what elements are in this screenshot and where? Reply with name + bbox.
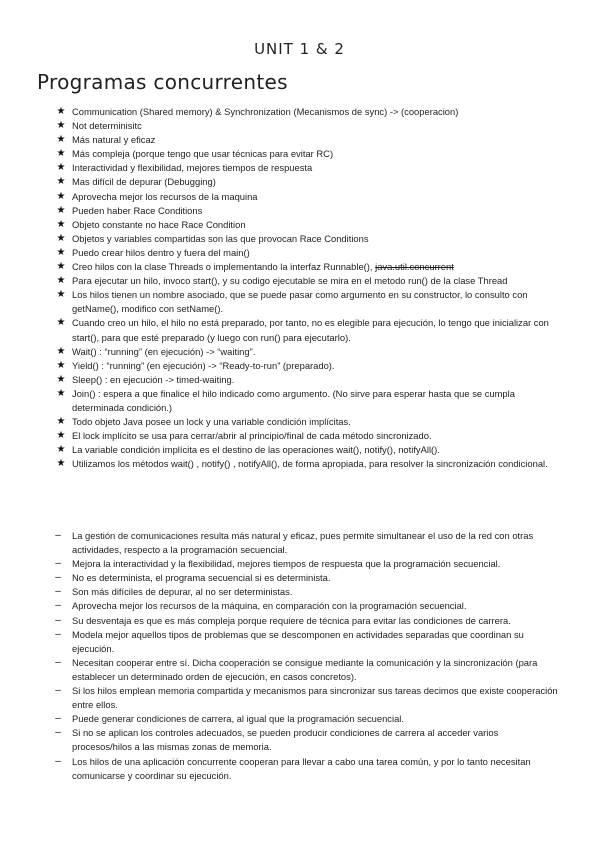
list-item-text: Más natural y eficaz xyxy=(72,134,156,146)
list-item xyxy=(0,599,599,613)
list-item-text: Wait() : “running” (en ejecución) -> “waiting”. xyxy=(72,345,256,357)
list-item-text: Si los hilos emplean memoria compartida y mecanismos para sincronizar sus tareas decimos que existe cooperación entre ellos. xyxy=(72,685,558,711)
list-item xyxy=(0,443,599,457)
star-bullet-icon: ★ xyxy=(56,458,66,470)
star-bullet-icon: ★ xyxy=(56,162,66,174)
star-bullet-icon: ★ xyxy=(56,387,66,399)
list-item-text: Objetos y variables compartidas son las que provocan Race Conditions xyxy=(72,232,369,244)
list-item-text: La gestión de comunicaciones resulta más natural y eficaz, pues permite simultanear el uso de la red con otras actividades, respecto a la programación secuencial. xyxy=(72,530,534,556)
dash-bullet-icon: – xyxy=(55,614,61,626)
list-item xyxy=(0,175,599,189)
list-item xyxy=(0,656,599,684)
dash-bullet-icon: – xyxy=(55,572,61,584)
list-item xyxy=(0,571,599,585)
list-item-text: Aprovecha mejor los recursos de la maquina xyxy=(72,190,258,202)
list-item xyxy=(0,204,599,218)
dash-bullet-icon: – xyxy=(55,530,61,541)
list-item-text: Communication (Shared memory) & Synchronization (Mecanismos de sync) -> (cooperacion) xyxy=(72,106,459,117)
star-bullet-icon: ★ xyxy=(56,148,66,160)
list-item xyxy=(0,429,599,443)
list-item xyxy=(0,359,599,373)
star-bullet-icon: ★ xyxy=(56,218,66,230)
dash-bullet-icon: – xyxy=(55,586,61,598)
dash-bullet-icon: – xyxy=(55,656,61,668)
star-bullet-icon: ★ xyxy=(56,416,66,428)
list-item xyxy=(0,755,599,783)
star-bullet-icon: ★ xyxy=(56,345,66,357)
list-item-text: Cuando creo un hilo, el hilo no está preparado, por tanto, no es elegible para ejecución, lo tengo que inicializar con start(), para que esté preparado (y luego con run() para ejecutarlo). xyxy=(72,317,549,343)
dash-bullet-icon: – xyxy=(55,727,61,739)
list-item-text: Para ejecutar un hilo, invoco start(), y su codigo ejecutable se mira en el metodo run() de la clase Thread xyxy=(72,275,508,287)
dash-bullet-icon: – xyxy=(55,628,61,640)
list-item-text: Puede generar condiciones de carrera, al igual que la programación secuencial. xyxy=(72,713,404,725)
list-item xyxy=(0,105,599,119)
list-item xyxy=(0,614,599,628)
star-bullet-icon: ★ xyxy=(56,444,66,456)
list-item xyxy=(0,232,599,246)
list-item-text: Interactividad y flexibilidad, mejores tiempos de respuesta xyxy=(72,162,313,174)
list-item xyxy=(0,529,599,557)
list-item-text: Mas difícil de depurar (Debugging) xyxy=(72,176,216,188)
star-bullet-icon: ★ xyxy=(56,317,66,329)
list-item-text: Aprovecha mejor los recursos de la máquina, en comparación con la programación secuencial. xyxy=(72,600,467,612)
list-item-text: Los hilos tienen un nombre asociado, que se puede pasar como argumento en su constructor, lo consulto con getName(), modifico con setName(). xyxy=(72,289,528,315)
list-item-text: El lock implícito se usa para cerrar/abrir al principio/final de cada método sincronizado. xyxy=(72,430,432,442)
star-bullet-icon: ★ xyxy=(56,430,66,442)
list-item xyxy=(0,161,599,175)
list-item xyxy=(0,274,599,288)
list-item-text: Sleep() : en ejecución -> timed-waiting. xyxy=(72,373,235,385)
star-bullet-icon: ★ xyxy=(56,232,66,244)
list-item xyxy=(0,387,599,415)
list-item-text: Utilizamos los métodos wait() , notify() , notifyAll(), de forma apropiada, para resolver la sincronización condicional. xyxy=(72,458,548,470)
list-item xyxy=(0,147,599,161)
list-item xyxy=(0,684,599,712)
list-item xyxy=(0,316,599,344)
star-bullet-icon: ★ xyxy=(56,106,66,117)
list-item-text: Not determinisitc xyxy=(72,120,142,132)
list-item-text: Su desventaja es que es más compleja porque requiere de técnica para evitar las condiciones de carrera. xyxy=(72,614,511,626)
list-item xyxy=(0,119,599,133)
dash-bullet-icon: – xyxy=(55,685,61,697)
star-bullet-icon: ★ xyxy=(56,176,66,188)
list-item xyxy=(0,260,599,274)
dash-bullet-icon: – xyxy=(55,558,61,570)
list-item xyxy=(0,288,599,316)
list-item xyxy=(0,246,599,260)
star-bullet-icon: ★ xyxy=(56,246,66,258)
list-item xyxy=(0,457,599,471)
star-bullet-icon: ★ xyxy=(56,289,66,301)
list-item-text: Necesitan cooperar entre sí. Dicha cooperación se consigue mediante la comunicación y la sincronización (para establecer un determinado orden de ejecución, en casos concretos). xyxy=(72,656,538,682)
struck-text: java.util.concurrent xyxy=(375,261,454,273)
star-bullet-icon: ★ xyxy=(56,359,66,371)
dash-bullet-icon: – xyxy=(55,600,61,612)
list-item-text: La variable condición implícita es el destino de las operaciones wait(), notify(), notifyAll(). xyxy=(72,444,440,456)
list-item-text: Todo objeto Java posee un lock y una variable condición implícitas. xyxy=(72,416,351,428)
list-item xyxy=(0,190,599,204)
star-bullet-icon: ★ xyxy=(56,120,66,132)
star-bullet-list xyxy=(0,105,599,471)
list-item xyxy=(0,726,599,754)
list-item-text: Join() : espera a que finalice el hilo indicado como argumento. (No sirve para esperar hasta que se cumpla determinada condición.) xyxy=(72,387,515,413)
list-item-text: Pueden haber Race Conditions xyxy=(72,204,203,216)
list-item xyxy=(0,585,599,599)
list-item xyxy=(0,218,599,232)
list-item xyxy=(0,557,599,571)
list-item xyxy=(0,133,599,147)
list-item-text: Mejora la interactividad y la flexibilidad, mejores tiempos de respuesta que la programación secuencial. xyxy=(72,558,501,570)
star-bullet-icon: ★ xyxy=(56,190,66,202)
list-item-text: Los hilos de una aplicación concurrente cooperan para llevar a cabo una tarea común, y por lo tanto necesitan comunicarse y coordinar su ejecución. xyxy=(72,755,531,781)
star-bullet-icon: ★ xyxy=(56,275,66,287)
star-bullet-icon: ★ xyxy=(56,261,66,273)
list-item-text: Modela mejor aquellos tipos de problemas que se descomponen en actividades separadas que coordinan su ejecución. xyxy=(72,628,524,654)
list-item-text: Creo hilos con la clase Threads o implementando la interfaz Runnable(), xyxy=(72,261,376,273)
list-item-text: Si no se aplican los controles adecuados, se pueden producir condiciones de carrera al acceder varios procesos/hilos a las mismas zonas de memoria. xyxy=(72,727,499,753)
star-bullet-icon: ★ xyxy=(56,373,66,385)
list-item xyxy=(0,373,599,387)
list-item-text: Más compleja (porque tengo que usar técnicas para evitar RC) xyxy=(72,148,334,160)
star-bullet-icon: ★ xyxy=(56,134,66,146)
unit-title: UNIT 1 & 2 xyxy=(254,40,345,58)
star-bullet-icon: ★ xyxy=(56,204,66,216)
list-item-text: Objeto constante no hace Race Condition xyxy=(72,218,246,230)
list-item xyxy=(0,345,599,359)
list-item xyxy=(0,712,599,726)
dash-bullet-list xyxy=(0,529,599,783)
list-item-text: Yield() : “running” (en ejecución) -> “Ready-to-run” (preparado). xyxy=(72,359,335,371)
dash-bullet-icon: – xyxy=(55,713,61,725)
dash-bullet-icon: – xyxy=(55,755,61,767)
list-item xyxy=(0,415,599,429)
list-item-text: Son más difíciles de depurar, al no ser deterministas. xyxy=(72,586,293,598)
list-item xyxy=(0,628,599,656)
list-item-text: Puedo crear hilos dentro y fuera del main() xyxy=(72,246,250,258)
list-item-text: No es determinista, el programa secuencial si es determinista. xyxy=(72,572,331,584)
section-heading: Programas concurrentes xyxy=(37,70,288,94)
